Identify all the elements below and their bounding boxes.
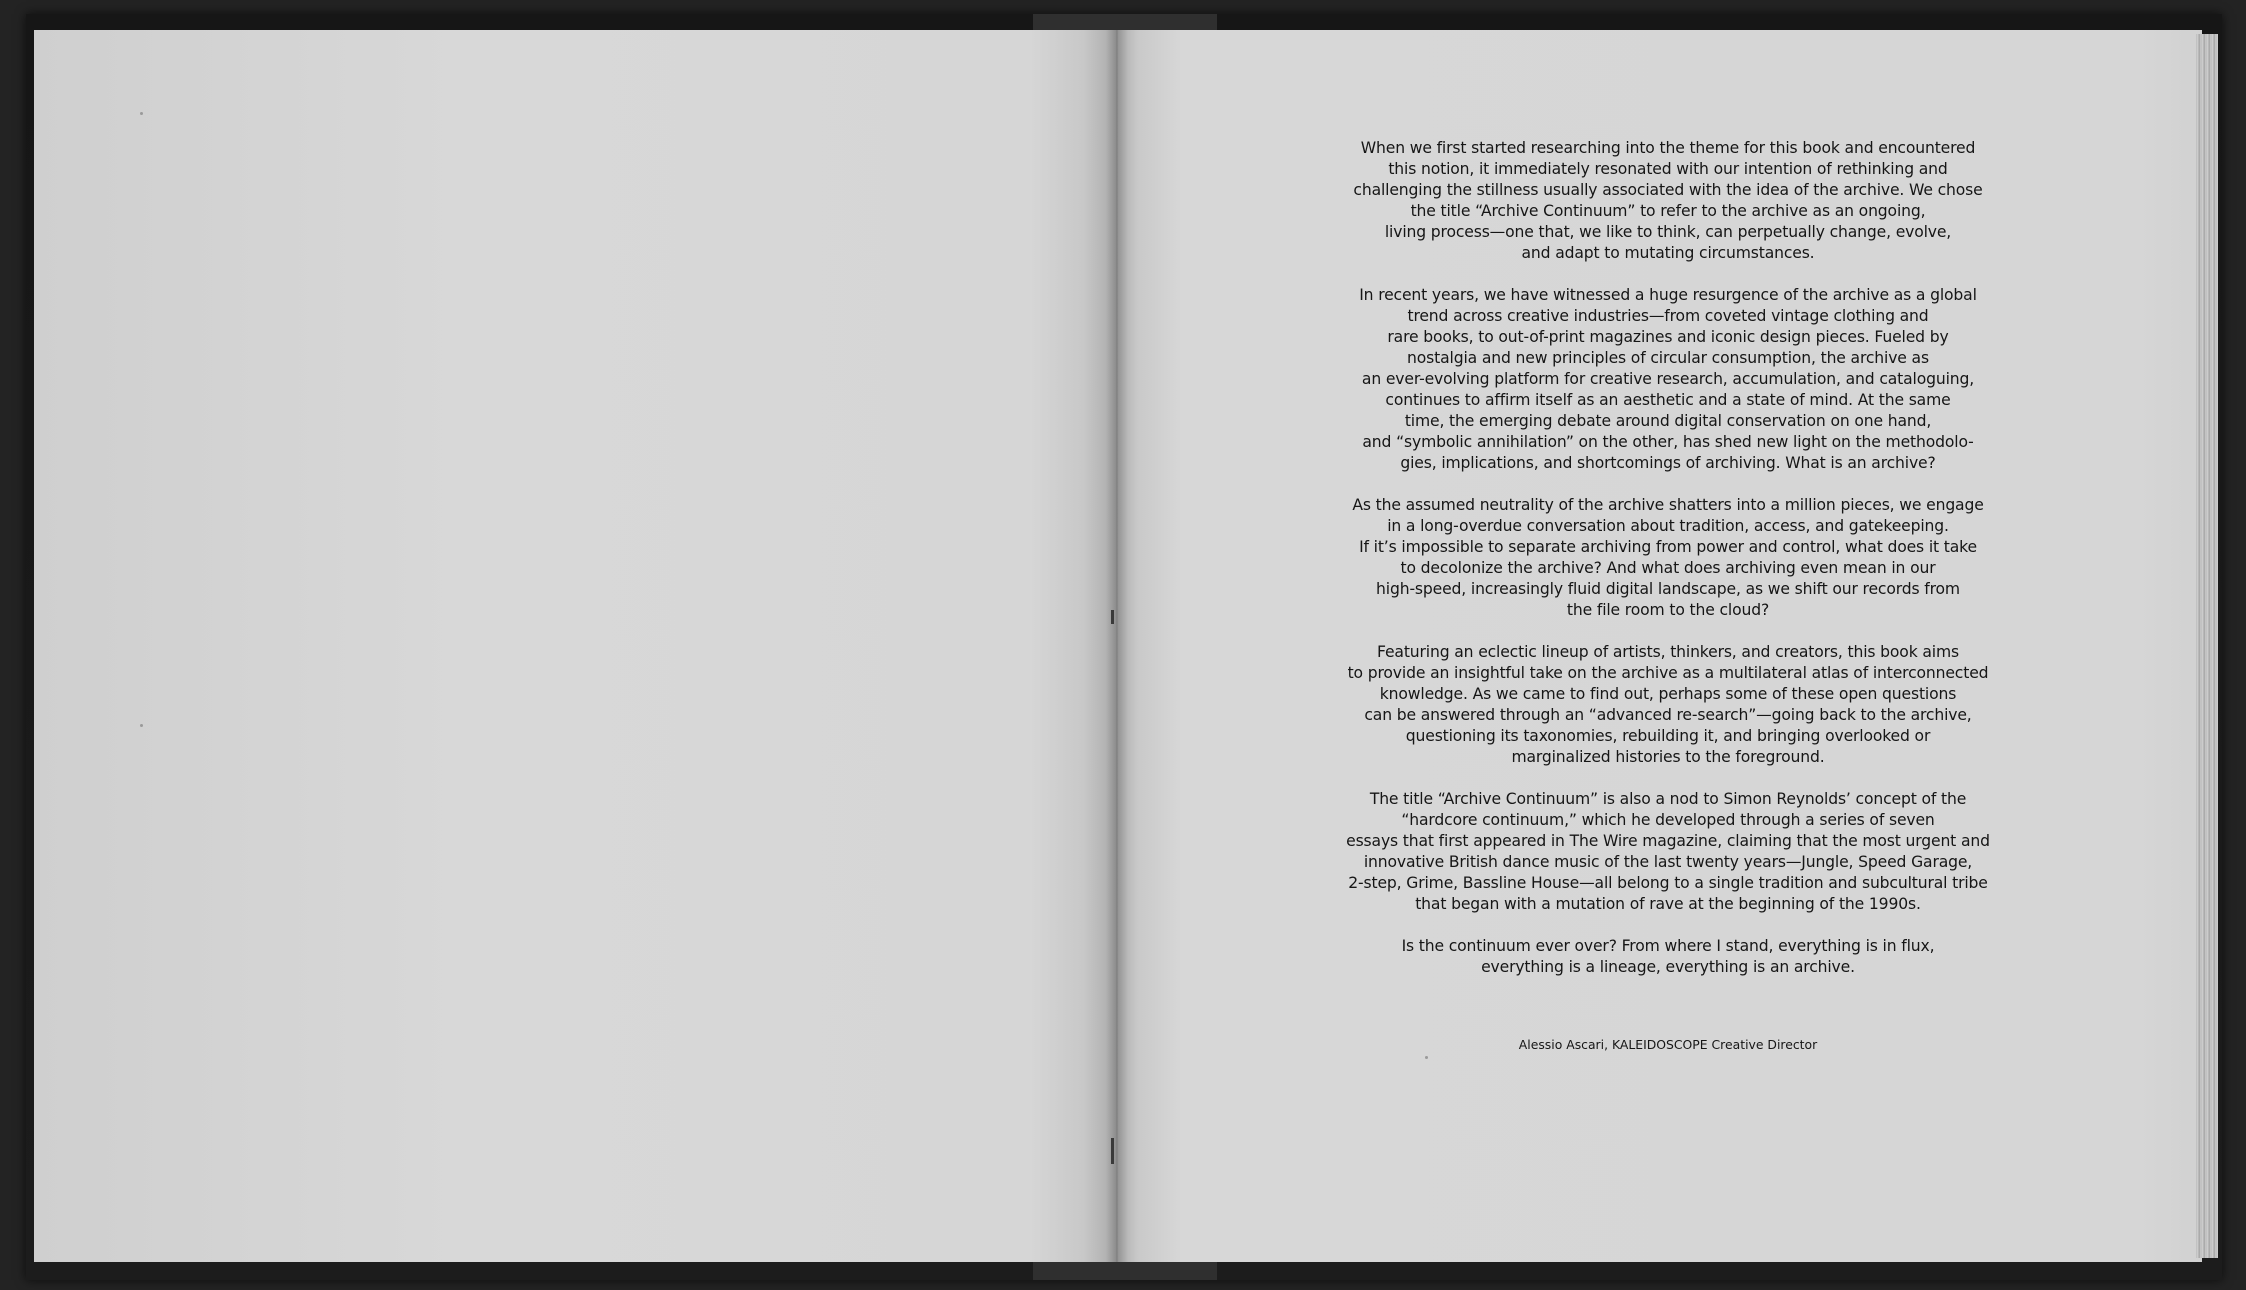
text-line: nostalgia and new principles of circular consumption, the archive as <box>1407 349 1929 367</box>
text-line: time, the emerging debate around digital conservation on one hand, <box>1404 412 1932 430</box>
page-block-edges <box>2196 34 2218 1258</box>
text-line: living process—one that, we like to think, can perpetually change, evolve, <box>1384 223 1952 241</box>
text-line: essays that first appeared in The Wire magazine, claiming that the most urgent and <box>1346 832 1990 850</box>
paragraph <box>1318 936 2018 978</box>
text-line: high-speed, increasingly fluid digital landscape, as we shift our records from <box>1376 580 1960 598</box>
paper-speck <box>1425 1056 1428 1059</box>
text-line: this notion, it immediately resonated with our intention of rethinking and <box>1388 160 1948 178</box>
paragraph <box>1318 789 2018 915</box>
text-line: challenging the stillness usually associated with the idea of the archive. We chose <box>1353 181 1983 199</box>
paper-speck <box>140 112 143 115</box>
text-line: continues to affirm itself as an aesthetic and a state of mind. At the same <box>1385 391 1951 409</box>
text-line: and adapt to mutating circumstances. <box>1521 244 1815 262</box>
paragraph <box>1318 285 2018 474</box>
left-page <box>34 30 1116 1262</box>
text-line: to provide an insightful take on the archive as a multilateral atlas of interconnected <box>1347 664 1989 682</box>
text-line: an ever-evolving platform for creative research, accumulation, and cataloguing, <box>1361 370 1975 388</box>
text-line: trend across creative industries—from coveted vintage clothing and <box>1407 307 1929 325</box>
author-signature: Alessio Ascari, KALEIDOSCOPE Creative Director <box>1518 1037 1818 1052</box>
book-gutter <box>1106 30 1128 1262</box>
paper-speck <box>140 724 143 727</box>
text-line: Is the continuum ever over? From where I stand, everything is in flux, <box>1401 937 1935 955</box>
text-line: innovative British dance music of the last twenty years—Jungle, Speed Garage, <box>1363 853 1973 871</box>
text-line: Featuring an eclectic lineup of artists, thinkers, and creators, this book aims <box>1377 643 1959 661</box>
paragraph <box>1318 138 2018 264</box>
text-line: and “symbolic annihilation” on the other, has shed new light on the methodolo- <box>1362 433 1974 451</box>
text-line: in a long-overdue conversation about tradition, access, and gatekeeping. <box>1387 517 1949 535</box>
text-line: As the assumed neutrality of the archive shatters into a million pieces, we engage <box>1352 496 1984 514</box>
text-line: questioning its taxonomies, rebuilding it, and bringing overlooked or <box>1405 727 1931 745</box>
text-line: “hardcore continuum,” which he developed through a series of seven <box>1401 811 1935 829</box>
text-line: When we first started researching into the theme for this book and encountered <box>1360 139 1976 157</box>
text-line: knowledge. As we came to find out, perhaps some of these open questions <box>1379 685 1957 703</box>
binding-stitch <box>1111 610 1114 624</box>
editorial-text <box>1318 138 2018 999</box>
text-line: marginalized histories to the foreground. <box>1511 748 1825 766</box>
paragraph <box>1318 642 2018 768</box>
text-line: If it’s impossible to separate archiving from power and control, what does it take <box>1359 538 1977 556</box>
text-line: The title “Archive Continuum” is also a nod to Simon Reynolds’ concept of the <box>1369 790 1967 808</box>
text-line: rare books, to out-of-print magazines and iconic design pieces. Fueled by <box>1387 328 1949 346</box>
text-line: 2-step, Grime, Bassline House—all belong to a single tradition and subcultural tribe <box>1348 874 1988 892</box>
text-line: that began with a mutation of rave at the beginning of the 1990s. <box>1415 895 1921 913</box>
text-line: to decolonize the archive? And what does archiving even mean in our <box>1400 559 1936 577</box>
paragraph <box>1318 495 2018 621</box>
text-line: the title “Archive Continuum” to refer to the archive as an ongoing, <box>1410 202 1926 220</box>
text-line: can be answered through an “advanced re-search”—going back to the archive, <box>1364 706 1972 724</box>
text-line: everything is a lineage, everything is an archive. <box>1481 958 1855 976</box>
text-line: the file room to the cloud? <box>1566 601 1770 619</box>
text-line: In recent years, we have witnessed a huge resurgence of the archive as a global <box>1359 286 1977 304</box>
binding-stitch <box>1111 1138 1114 1164</box>
cover-spine-bottom <box>1033 1262 1217 1280</box>
text-line: gies, implications, and shortcomings of archiving. What is an archive? <box>1400 454 1936 472</box>
